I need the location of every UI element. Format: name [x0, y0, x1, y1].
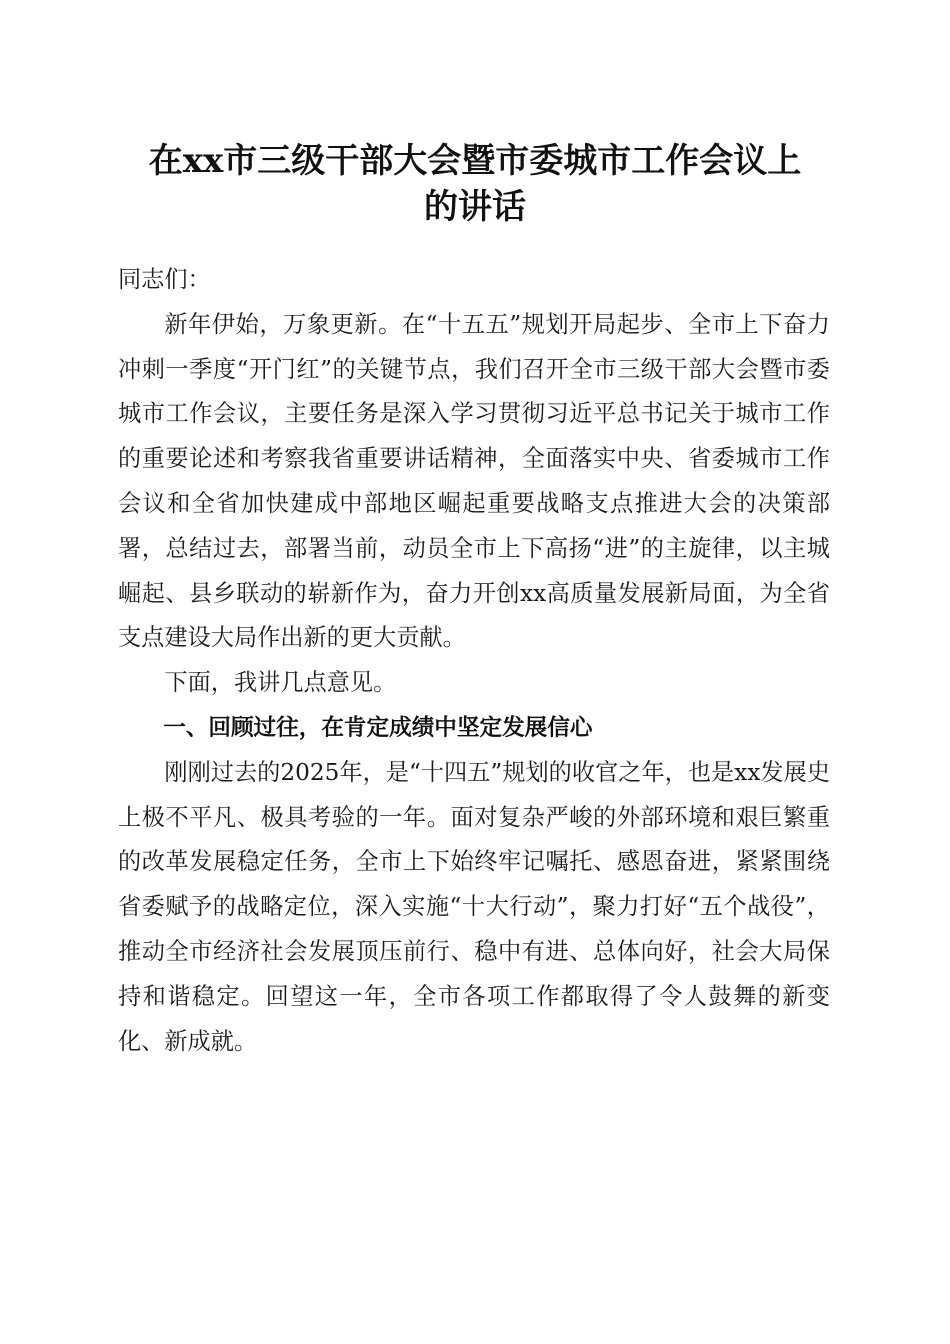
section-heading: 一、回顾过往，在肯定成绩中坚定发展信心: [163, 714, 593, 741]
salutation: 同志们：: [118, 266, 211, 293]
title-line-2: 的讲话: [424, 187, 526, 227]
title-line-1: 在xx市三级干部大会暨市委城市工作会议上: [148, 141, 802, 181]
document-body: [118, 258, 830, 1064]
intro-paragraph: 新年伊始，万象更新。在“十五五”规划开局起步、全市上下奋力冲刺一季度“开门红”的关键节点，我们召开全市三级干部大会暨市委城市工作会议，主要任务是深入学习贯彻习近平总书记关于城市工作的重要论述和考察我省重要讲话精神，全面落实中央、省委城市工作会议和全省加快建成中部地区崛起重要战略支点推进大会的决策部署，总结过去，部署当前，动员全市上下高扬“进”的主旋律，以主城崛起、县乡联动的崭新作为，奋力开创xx高质量发展新局面，为全省支点建设大局作出新的更大贡献。: [118, 310, 830, 652]
section-paragraph: 刚刚过去的2025年，是“十四五”规划的收官之年，也是xx发展史上极不平凡、极具考验的一年。面对复杂严峻的外部环境和艰巨繁重的改革发展稳定任务，全市上下始终牢记嘱托、感恩奋进，紧紧围绕省委赋予的战略定位，深入实施“十大行动”，聚力打好“五个战役”，推动全市经济社会发展顶压前行、稳中有进、总体向好，社会大局保持和谐稳定。回望这一年，全市各项工作都取得了令人鼓舞的新变化、新成就。: [118, 758, 830, 1055]
transition-paragraph: 下面，我讲几点意见。: [164, 669, 397, 697]
document-title: [110, 138, 840, 230]
